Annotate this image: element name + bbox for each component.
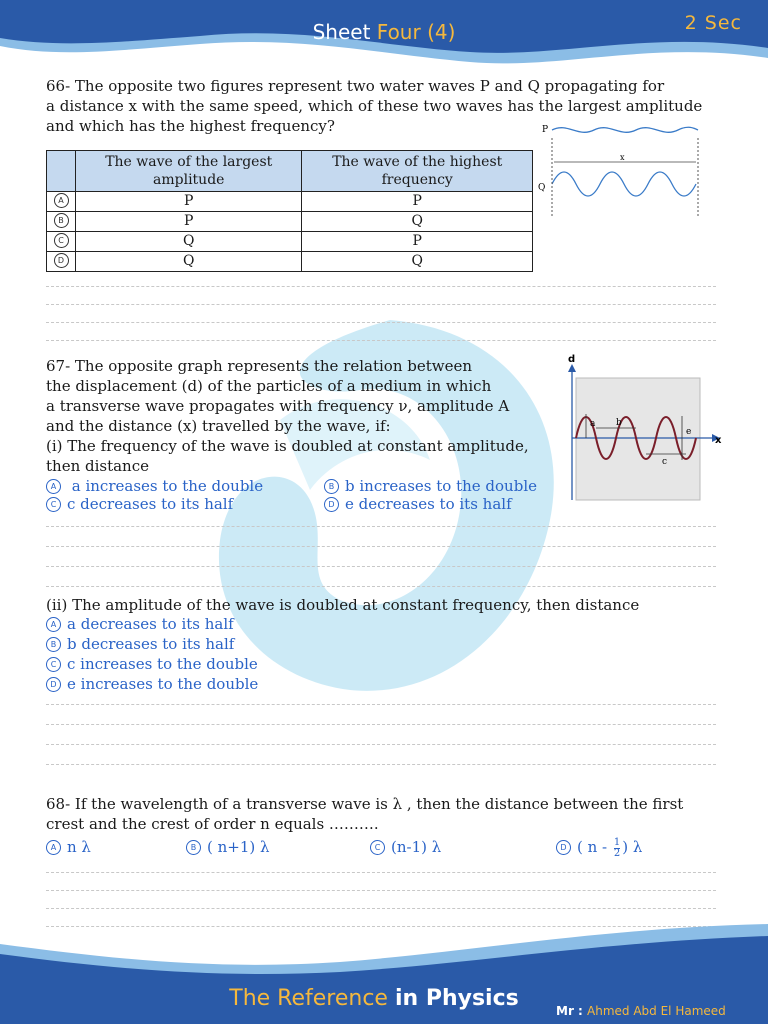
choice-d-icon: D <box>46 677 61 692</box>
q68-line-1: 68- If the wavelength of a transverse wave is λ , then the distance between the first <box>46 795 684 813</box>
choice-a-icon[interactable]: A <box>54 193 69 208</box>
choice-b-icon: B <box>186 840 201 855</box>
table-cell: Q <box>302 252 533 272</box>
q68-option-a[interactable]: A n λ <box>46 837 91 857</box>
q67-i-option-c[interactable]: C c decreases to its half <box>46 494 233 514</box>
answer-line <box>46 340 716 341</box>
table-row[interactable] <box>47 212 533 232</box>
q67-ii-option-a[interactable]: A a decreases to its half <box>46 614 234 634</box>
answer-line <box>46 546 716 547</box>
q67-line-3: a transverse wave propagates with frequency ν, amplitude A <box>46 397 510 415</box>
choice-d-icon: D <box>324 497 339 512</box>
answer-line <box>46 908 716 909</box>
choice-b-icon: B <box>324 479 339 494</box>
q66-line-2: a distance x with the same speed, which of these two waves has the largest amplitude <box>46 97 703 115</box>
label-a: a <box>590 419 596 429</box>
axis-x-label: x <box>715 435 722 446</box>
answer-line <box>46 304 716 305</box>
q67-line-5: (i) The frequency of the wave is doubled at constant amplitude, <box>46 437 529 455</box>
sheet-title: Sheet Four (4) <box>312 20 456 44</box>
answer-line <box>46 764 716 765</box>
choice-a-icon: A <box>46 479 61 494</box>
label-e: e <box>686 427 692 437</box>
q68-line-2: crest and the crest of order n equals ………. <box>46 815 379 833</box>
q67-line-2: the displacement (d) of the particles of a medium in which <box>46 377 492 395</box>
table-cell: Q <box>302 212 533 232</box>
axis-d-label: d <box>568 354 576 365</box>
answer-line <box>46 566 716 567</box>
answer-line <box>46 526 716 527</box>
q67-wave-graph <box>562 354 724 504</box>
choice-c-icon: C <box>370 840 385 855</box>
table-cell: Q <box>76 252 302 272</box>
table-cell: P <box>76 192 302 212</box>
choice-a-icon: A <box>46 840 61 855</box>
choice-d-icon[interactable]: D <box>54 253 69 268</box>
footer-title: The Reference in Physics <box>229 986 519 1011</box>
answer-line <box>46 286 716 287</box>
q66-table <box>46 150 533 272</box>
choice-b-icon[interactable]: B <box>54 213 69 228</box>
table-cell: P <box>302 192 533 212</box>
q66-line-1: 66- The opposite two figures represent two water waves P and Q propagating for <box>46 77 665 95</box>
q66-line-3: and which has the highest frequency? <box>46 117 335 135</box>
table-cell: Q <box>76 232 302 252</box>
q68-option-b[interactable]: B ( n+1) λ <box>186 837 270 857</box>
col-frequency-header: The wave of the highest frequency <box>302 151 533 192</box>
author-credit: Mr : Ahmed Abd El Hameed <box>556 1004 726 1018</box>
answer-line <box>46 890 716 891</box>
table-row[interactable] <box>47 192 533 212</box>
choice-c-icon: C <box>46 657 61 672</box>
q67-line-4: and the distance (x) travelled by the wave, if: <box>46 417 391 435</box>
q66-waves-figure <box>538 118 704 222</box>
answer-line <box>46 872 716 873</box>
distance-x-label: x <box>620 153 625 162</box>
wave-q-label: Q <box>538 183 546 193</box>
q67-line-1: 67- The opposite graph represents the relation between <box>46 357 473 375</box>
label-c: c <box>662 457 668 467</box>
q67-part2: (ii) The amplitude of the wave is doubled at constant frequency, then distance <box>46 596 640 614</box>
q67-line-6: then distance <box>46 457 150 475</box>
choice-a-icon: A <box>46 617 61 632</box>
table-row[interactable] <box>47 252 533 272</box>
answer-line <box>46 704 716 705</box>
q68-option-c[interactable]: C (n-1) λ <box>370 837 441 857</box>
col-amplitude-header: The wave of the largest amplitude <box>76 151 302 192</box>
answer-line <box>46 724 716 725</box>
q68-option-d[interactable]: D ( n - $\frac{1}{2}$ ) λ <box>556 837 642 859</box>
wave-p-label: P <box>542 125 549 135</box>
q67-i-option-b[interactable]: B b increases to the double <box>324 476 537 496</box>
q67-i-option-d[interactable]: D e decreases to its half <box>324 494 512 514</box>
choice-c-icon[interactable]: C <box>54 233 69 248</box>
answer-line <box>46 322 716 323</box>
q67-ii-option-c[interactable]: C c increases to the double <box>46 654 258 674</box>
label-b: b <box>616 418 622 428</box>
q67-ii-option-b[interactable]: B b decreases to its half <box>46 634 234 654</box>
choice-c-icon: C <box>46 497 61 512</box>
table-cell: P <box>76 212 302 232</box>
q67-ii-option-d[interactable]: D e increases to the double <box>46 674 258 694</box>
choice-b-icon: B <box>46 637 61 652</box>
q67-i-option-a[interactable]: A a increases to the double <box>46 476 263 496</box>
table-row[interactable] <box>47 232 533 252</box>
answer-line <box>46 744 716 745</box>
fraction-one-half: $\frac{1}{2}$ <box>613 836 621 859</box>
grade-label: 2 Sec <box>684 12 742 34</box>
choice-d-icon: D <box>556 840 571 855</box>
table-corner <box>47 151 76 192</box>
table-cell: P <box>302 232 533 252</box>
answer-line <box>46 586 716 587</box>
